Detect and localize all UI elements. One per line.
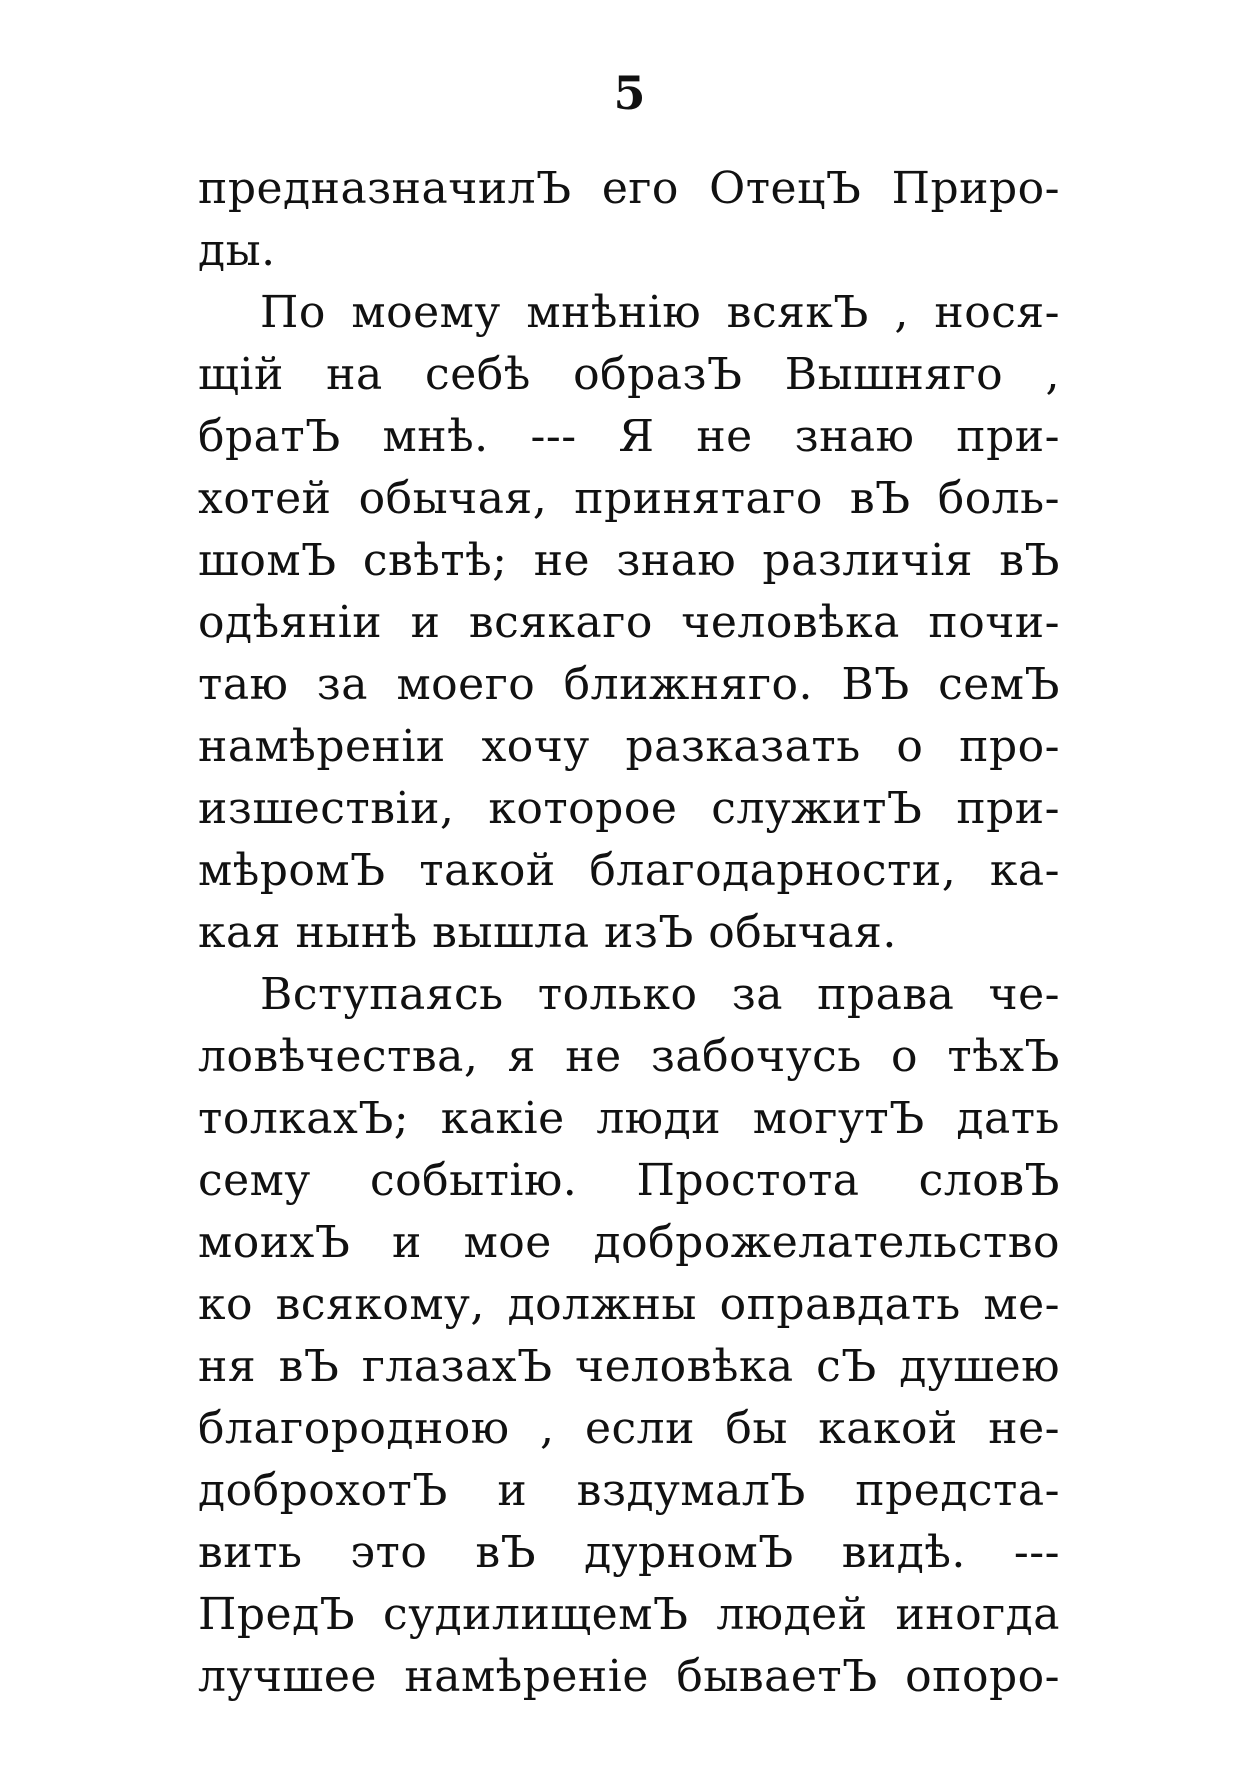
text-line: По моему мнѣнію всякЪ , нося-: [260, 287, 1060, 338]
text-line: кая нынѣ вышла изЪ обычая.: [198, 907, 897, 958]
text-line: Вступаясь только за права че-: [260, 969, 1060, 1020]
text-line: доброхотЪ и вздумалЪ предста-: [198, 1465, 1060, 1516]
text-line: благородною , если бы какой не-: [198, 1403, 1060, 1454]
text-line: моихЪ и мое доброжелательство: [198, 1217, 1060, 1268]
text-line: одѣяніи и всякаго человѣка почи-: [198, 597, 1060, 648]
text-line: предназначилЪ его ОтецЪ Приро-: [198, 163, 1060, 214]
text-line: братЪ мнѣ. --- Я не знаю при-: [198, 411, 1060, 462]
page-number: 5: [613, 66, 646, 120]
text-line: лучшее намѣреніе бываетЪ опоро-: [198, 1651, 1060, 1702]
text-line: шомЪ свѣтѣ; не знаю различія вЪ: [198, 535, 1060, 586]
text-line: ды.: [198, 225, 276, 276]
text-line: таю за моего ближняго. ВЪ семЪ: [198, 659, 1060, 710]
text-line: мѣромЪ такой благодарности, ка-: [198, 845, 1060, 896]
text-line: толкахЪ; какіе люди могутЪ дать: [198, 1093, 1060, 1144]
text-line: ПредЪ судилищемЪ людей иногда: [198, 1589, 1060, 1640]
text-line: хотей обычая, принятаго вЪ боль-: [198, 473, 1060, 524]
text-line: намѣреніи хочу разказать о про-: [198, 721, 1060, 772]
text-line: ко всякому, должны оправдать ме-: [198, 1279, 1060, 1330]
text-line: сему событію. Простота словЪ: [198, 1155, 1060, 1206]
text-line: изшествіи, которое служитЪ при-: [198, 783, 1060, 834]
text-line: ня вЪ глазахЪ человѣка сЪ душею: [198, 1341, 1060, 1392]
text-line: щій на себѣ образЪ Вышняго ,: [198, 349, 1060, 400]
body-text: [198, 158, 1060, 1708]
text-line: ловѣчества, я не забочусь о тѣхЪ: [198, 1031, 1060, 1082]
text-line: вить это вЪ дурномЪ видѣ. ---: [198, 1527, 1060, 1578]
